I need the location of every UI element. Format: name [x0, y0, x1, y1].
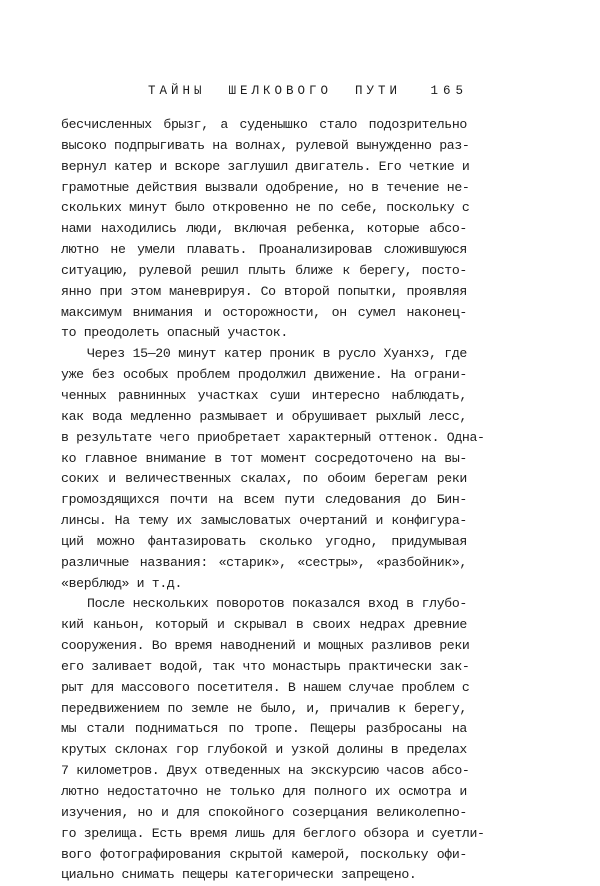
text-line: лютно недостаточно не только для полного их осмотра и — [61, 784, 467, 799]
text-line: его заливает водой, так что монастырь практически зак- — [61, 658, 470, 674]
text-line: максимум внимания и осторожности, он сумел наконец- — [61, 304, 467, 320]
text-line: «верблюд» и т.д. — [61, 575, 183, 591]
text-line: 7 километров. Двух отведенных на экскурсию часов абсо- — [61, 763, 470, 779]
text-line: вернул катер и вскоре заглушил двигатель. Его четкие и — [61, 158, 470, 174]
text-line: нами находились люди, включая ребенка, которые абсо- — [61, 221, 467, 237]
text-line: изучения, но и для спокойного созерцания великолепно- — [61, 804, 467, 820]
text-line: высоко подпрыгивать на волнах, рулевой вынужденно раз- — [61, 137, 470, 153]
text-line: ко главное внимание в тот момент сосредоточено на вы- — [61, 450, 467, 466]
text-line: ченных равнинных участках суши интересно наблюдать, — [61, 387, 467, 403]
text-line: го зрелища. Есть время лишь для беглого обзора и суетли- — [61, 825, 485, 841]
text-line: то преодолеть опасный участок. — [61, 325, 288, 341]
text-line: уже без особых проблем продолжил движение. На ограни- — [61, 367, 467, 383]
running-head — [148, 84, 468, 100]
text-line: лютно не умели плавать. Проанализировав сложившуюся — [61, 242, 467, 258]
text-line: крутых склонах гор глубокой и узкой долины в пределах — [61, 742, 467, 758]
text-line: янно при этом маневрируя. Со второй попытки, проявляя — [61, 283, 467, 299]
text-line: в результате чего приобретает характерный оттенок. Одна- — [61, 429, 485, 445]
text-line: соких и величественных скалах, по обоим берегам реки — [61, 471, 467, 487]
text-line: Через 15—20 минут катер проник в русло Хуанхэ, где — [87, 346, 467, 362]
paragraph — [61, 344, 485, 594]
text-line: ций можно фантазировать сколько угодно, придумывая — [61, 533, 467, 549]
text-line: После нескольких поворотов показался вход в глубо- — [87, 596, 467, 612]
text-line: скольких минут было откровенно не по себе, поскольку с — [61, 200, 470, 216]
text-line: как вода медленно размывает и обрушивает рыхлый лесс, — [61, 408, 467, 424]
page-number: 165 — [430, 84, 468, 98]
text-line: передвижением по земле не было, и, причалив к берегу, — [61, 700, 467, 716]
text-line: рыт для массового посетителя. В нашем случае проблем с — [61, 679, 470, 695]
paragraph — [61, 594, 485, 886]
text-line: циально снимать пещеры категорически запрещено. — [61, 867, 417, 883]
text-line: грамотные действия вызвали одобрение, но в течение не- — [61, 179, 470, 195]
text-line: линсы. На тему их замысловатых очертаний и конфигура- — [61, 513, 467, 529]
body-text — [61, 115, 485, 886]
text-line: кий каньон, который и скрывал в своих недрах древние — [61, 617, 467, 633]
running-title: ТАЙНЫ ШЕЛКОВОГО ПУТИ — [148, 84, 402, 98]
text-line: бесчисленных брызг, а суденышко стало подозрительно — [61, 117, 467, 132]
paragraph — [61, 115, 470, 344]
text-line: ситуацию, рулевой решил плыть ближе к берегу, посто- — [61, 262, 467, 278]
text-line: вого фотографирования скрытой камерой, поскольку офи- — [61, 846, 467, 862]
text-line: сооружения. Во время наводнений и мощных разливов реки — [61, 638, 470, 654]
text-line: мы стали подниматься по тропе. Пещеры разбросаны на — [61, 721, 467, 737]
text-line: громоздящихся почти на всем пути следования до Бин- — [61, 492, 467, 508]
text-line: различные названия: «старик», «сестры», «разбойник», — [61, 554, 467, 570]
